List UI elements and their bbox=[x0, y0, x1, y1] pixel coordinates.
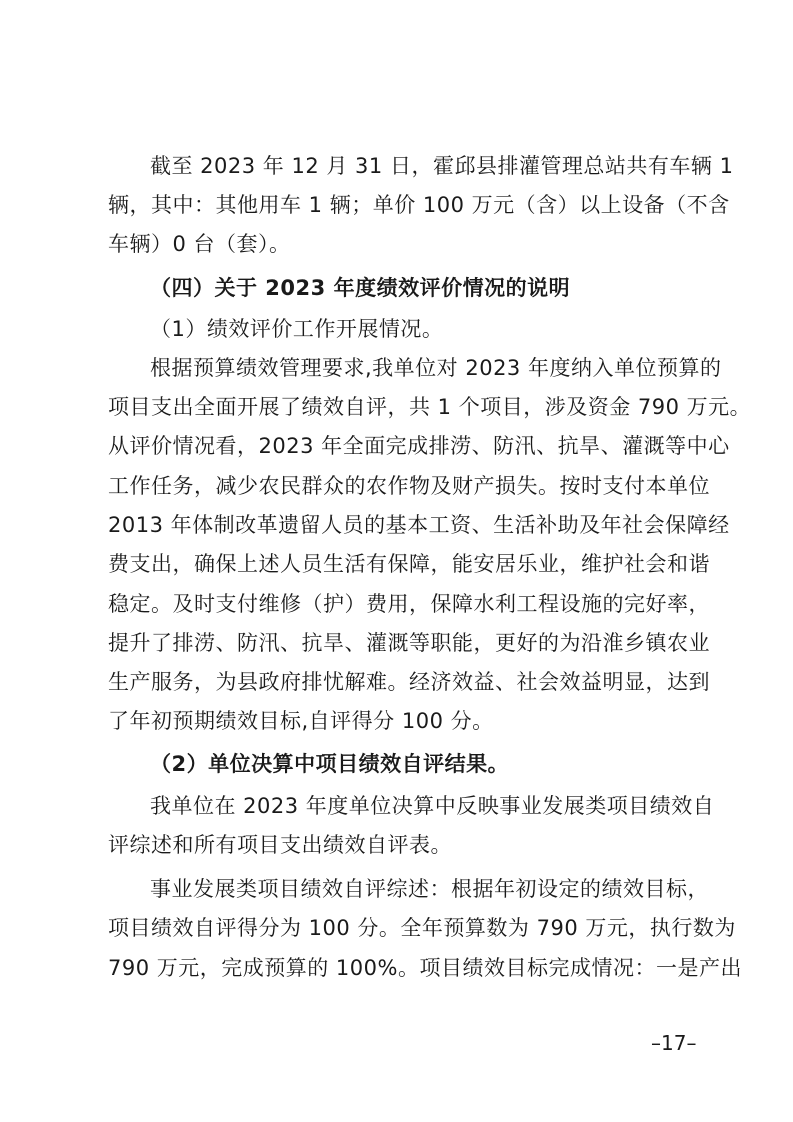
paragraph-line: 了年初预期绩效目标,自评得分 100 分。 bbox=[108, 709, 494, 733]
paragraph-line: 工作任务，减少农民群众的农作物及财产损失。按时支付本单位 bbox=[108, 474, 710, 498]
paragraph-line: 项目绩效自评得分为 100 分。全年预算数为 790 万元，执行数为 bbox=[108, 916, 736, 940]
paragraph-line: 辆，其中：其他用车 1 辆；单价 100 万元（含）以上设备（不含 bbox=[108, 193, 730, 217]
section-heading: （2）单位决算中项目绩效自评结果。 bbox=[150, 752, 510, 776]
paragraph-line: 截至 2023 年 12 月 31 日，霍邱县排灌管理总站共有车辆 1 bbox=[150, 154, 734, 178]
paragraph-line: 项目支出全面开展了绩效自评，共 1 个项目，涉及资金 790 万元。 bbox=[108, 395, 752, 419]
paragraph-line: 提升了排涝、防汛、抗旱、灌溉等职能，更好的为沿淮乡镇农业 bbox=[108, 631, 710, 655]
section-heading: （四）关于 2023 年度绩效评价情况的说明 bbox=[150, 276, 571, 300]
paragraph-line: 790 万元，完成预算的 100%。项目绩效目标完成情况：一是产出 bbox=[108, 956, 742, 980]
paragraph-line: 事业发展类项目绩效自评综述：根据年初设定的绩效目标， bbox=[150, 877, 709, 901]
subsection-heading: （1）绩效评价工作开展情况。 bbox=[150, 317, 444, 341]
paragraph-line: 从评价情况看，2023 年全面完成排涝、防汛、抗旱、灌溉等中心 bbox=[108, 434, 730, 458]
paragraph-line: 我单位在 2023 年度单位决算中反映事业发展类项目绩效自 bbox=[150, 794, 715, 818]
paragraph-line: 生产服务，为县政府排忧解难。经济效益、社会效益明显，达到 bbox=[108, 670, 710, 694]
paragraph-line: 车辆）0 台（套）。 bbox=[108, 232, 291, 256]
page-number: –17– bbox=[651, 1031, 697, 1055]
paragraph-line: 评综述和所有项目支出绩效自评表。 bbox=[108, 833, 452, 857]
paragraph-line: 2013 年体制改革遗留人员的基本工资、生活补助及年社会保障经 bbox=[108, 513, 730, 537]
paragraph-line: 根据预算绩效管理要求,我单位对 2023 年度纳入单位预算的 bbox=[150, 356, 722, 380]
paragraph-line: 费支出，确保上述人员生活有保障，能安居乐业，维护社会和谐 bbox=[108, 552, 710, 576]
paragraph-line: 稳定。及时支付维修（护）费用，保障水利工程设施的完好率， bbox=[108, 592, 710, 616]
